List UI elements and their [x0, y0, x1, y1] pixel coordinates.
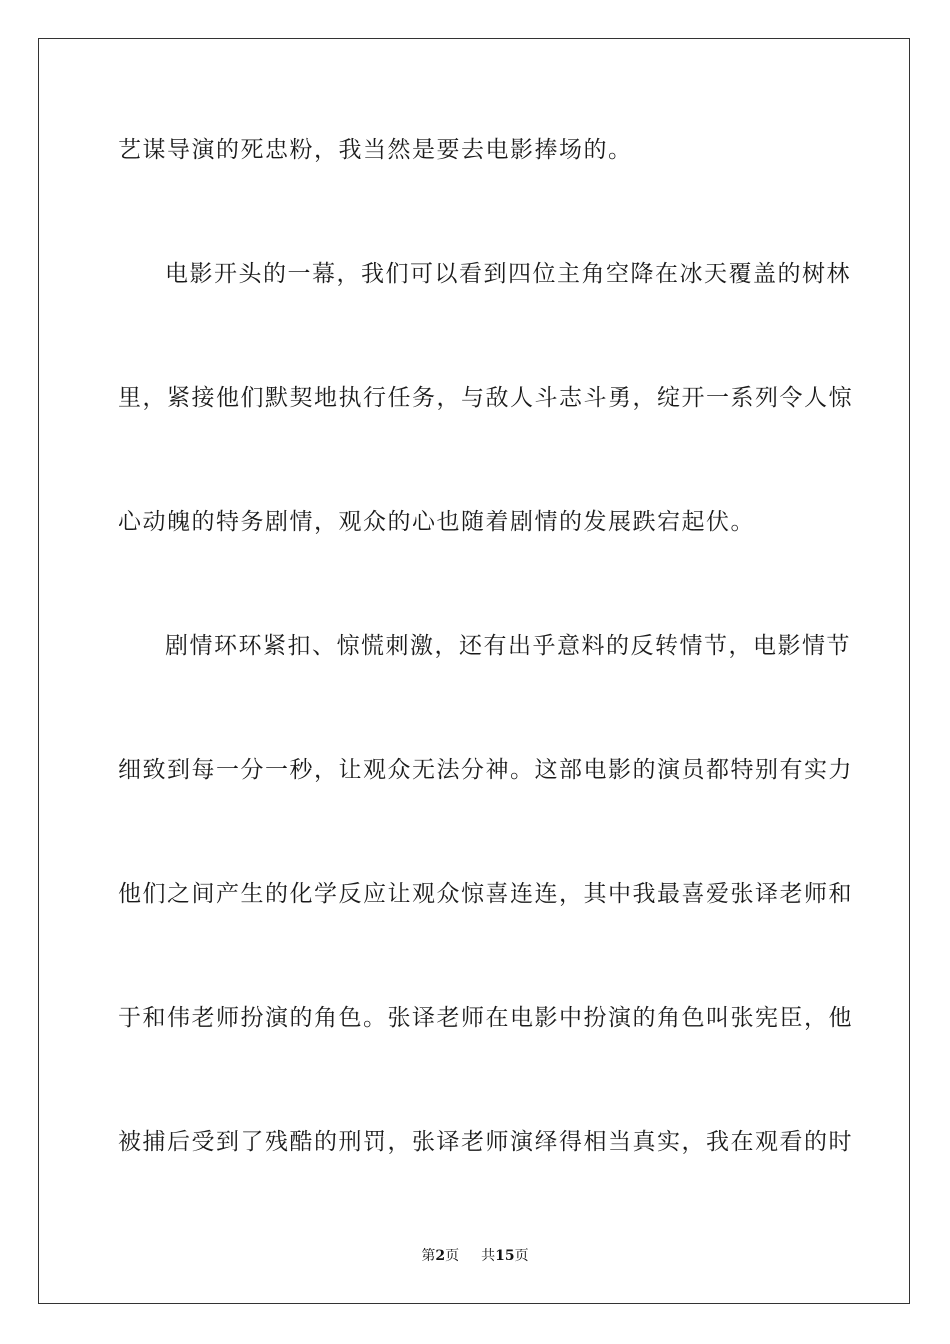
page-footer	[0, 1247, 950, 1265]
body-line-2: 电影开头的一幕，我们可以看到四位主角空降在冰天覆盖的树林	[165, 261, 851, 287]
total-indicator	[481, 1248, 528, 1264]
page-prefix: 第	[421, 1248, 436, 1264]
page-indicator	[421, 1248, 459, 1264]
page-border	[38, 38, 910, 1304]
body-line-8: 于和伟老师扮演的角色。张译老师在电影中扮演的角色叫张宪臣，他	[118, 1005, 853, 1031]
page-number: 2	[435, 1248, 446, 1264]
total-pages: 15	[495, 1248, 515, 1264]
body-line-5: 剧情环环紧扣、惊慌刺激，还有出乎意料的反转情节，电影情节	[165, 633, 851, 659]
body-line-6: 细致到每一分一秒，让观众无法分神。这部电影的演员都特别有实力	[118, 757, 853, 783]
body-line-7: 他们之间产生的化学反应让观众惊喜连连，其中我最喜爱张译老师和	[118, 881, 853, 907]
total-prefix: 共	[481, 1248, 496, 1264]
body-line-3: 里，紧接他们默契地执行任务，与敌人斗志斗勇，绽开一系列令人惊	[118, 385, 853, 411]
body-line-1: 艺谋导演的死忠粉，我当然是要去电影捧场的。	[118, 137, 633, 163]
body-line-4: 心动魄的特务剧情，观众的心也随着剧情的发展跌宕起伏。	[118, 509, 755, 535]
total-suffix: 页	[514, 1248, 529, 1264]
page-suffix: 页	[445, 1248, 460, 1264]
body-line-9: 被捕后受到了残酷的刑罚，张译老师演绎得相当真实，我在观看的时	[118, 1129, 853, 1155]
